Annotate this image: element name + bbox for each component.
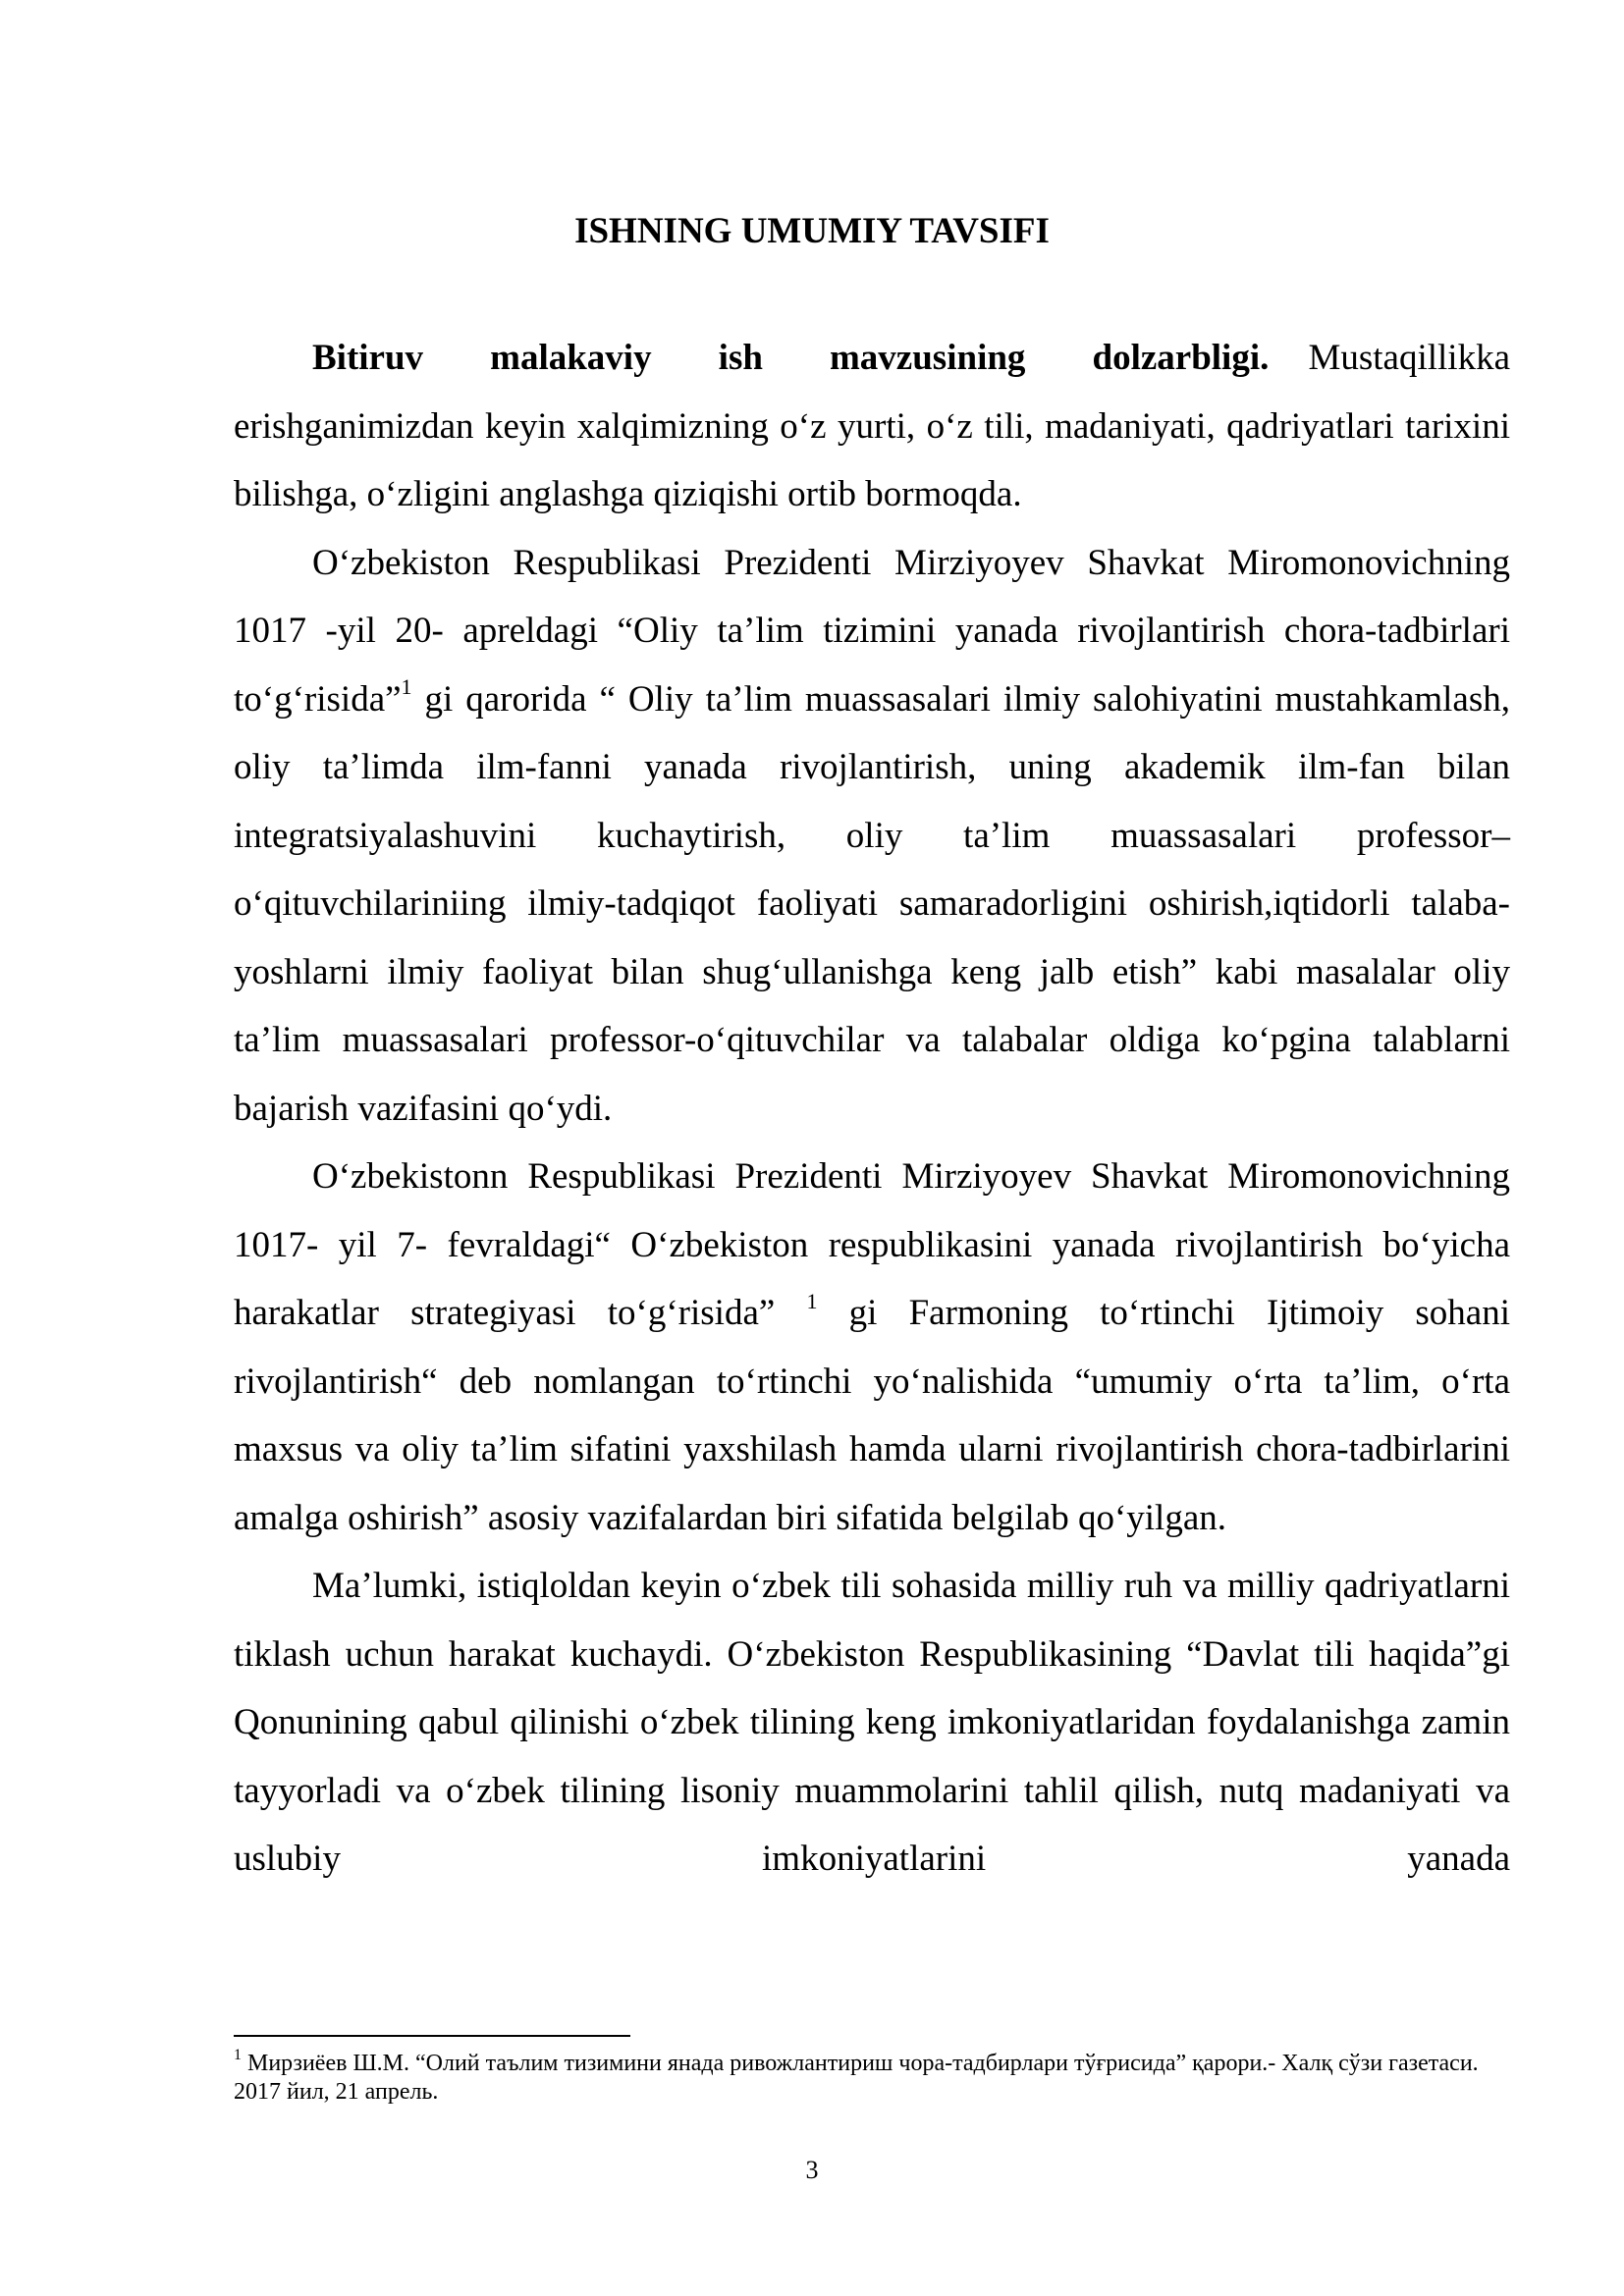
paragraph-text: O‘zbekistonn Respublikasi Prezidenti Mirziyoyev Shavkat Miromonovichning 1017- yil 7- fevraldagi“ O‘zbekiston respublikasini yanada rivojlantirish bo‘yicha harakatlar strategiyasi to‘g‘risida” <box>234 1156 1510 1333</box>
paragraph-presidential-decree <box>234 529 1510 1144</box>
footnote <box>234 2047 1510 2107</box>
footnote-marker: 1 <box>234 2047 242 2063</box>
paragraph-lead-heading: Bitiruv malakaviy ish mavzusining dolzarbligi. <box>312 338 1270 378</box>
paragraph-text: Mustaqillikka erishganimizdan keyin xalqimizning o‘z yurti, o‘z tili, madaniyati, qadriyatlari tarixini bilishga, o‘zligini anglashga qiziqishi ortib bormoqda. <box>234 338 1510 514</box>
paragraph-state-language <box>234 1552 1510 1894</box>
page-title: ISHNING UMUMIY TAVSIFI <box>574 211 1050 251</box>
paragraph-text: gi qarorida “ Oliy ta’lim muassasalari ilmiy salohiyatini mustahkamlash, oliy ta’limda ilm-fanni yanada rivojlantirish, uning akademik ilm-fan bilan integratsiyalashuvini kuchaytirish, oliy ta’lim muassasalari professor–o‘qituvchilariniing ilmiy-tadqiqot faoliyati samaradorligini oshirish,iqtidorli talaba-yoshlarni ilmiy faoliyat bilan shug‘ullanishga keng jalb etish” kabi masalalar oliy ta’lim muassasalari professor-o‘qituvchilar va talabalar oldiga ko‘pgina talablarni bajarish vazifasini qo‘ydi. <box>234 678 1510 1129</box>
body-text <box>234 324 1510 1894</box>
page-number: 3 <box>805 2156 819 2184</box>
footnote-reference: 1 <box>806 1288 818 1313</box>
paragraph-text: Ma’lumki, istiqloldan keyin o‘zbek tili sohasida milliy ruh va milliy qadriyatlarni tiklash uchun harakat kuchaydi. O‘zbekiston Respublikasining “Davlat tili haqida”gi Qonunining qabul qilinishi o‘zbek tilining keng imkoniyatlaridan foydalanishga zamin tayyorladi va o‘zbek tilining lisoniy muammolarini tahlil qilish, nutq madaniyati va uslubiy imkoniyatlarini yanada <box>234 1566 1510 1879</box>
paragraph-strategy-decree <box>234 1143 1510 1552</box>
paragraph-text: gi Farmoning to‘rtinchi Ijtimoiy sohani rivojlantirish“ deb nomlangan to‘rtinchi yo‘nalishida “umumiy o‘rta ta’lim, o‘rta maxsus va oliy ta’lim sifatini yaxshilash hamda ularni rivojlantirish chora-tadbirlarini amalga oshirish” asosiy vazifalardan biri sifatida belgilab qo‘yilgan. <box>234 1293 1510 1538</box>
footnote-separator <box>234 2035 630 2037</box>
paragraph-text: O‘zbekiston Respublikasi Prezidenti Mirziyoyev Shavkat Miromonovichning 1017 -yil 20- apreldagi “Oliy ta’lim tizimini yanada rivojlantirish chora-tadbirlari to‘g‘risida” <box>234 542 1510 720</box>
paragraph-relevance <box>234 324 1510 529</box>
footnote-reference: 1 <box>401 674 412 700</box>
footnote-text: Мирзиёев Ш.М. “Олий таълим тизимини янада ривожлантириш чора-тадбирлари тўғрисида” қарори.- Халқ сўзи газетаси. 2017 йил, 21 апрель. <box>234 2051 1479 2105</box>
